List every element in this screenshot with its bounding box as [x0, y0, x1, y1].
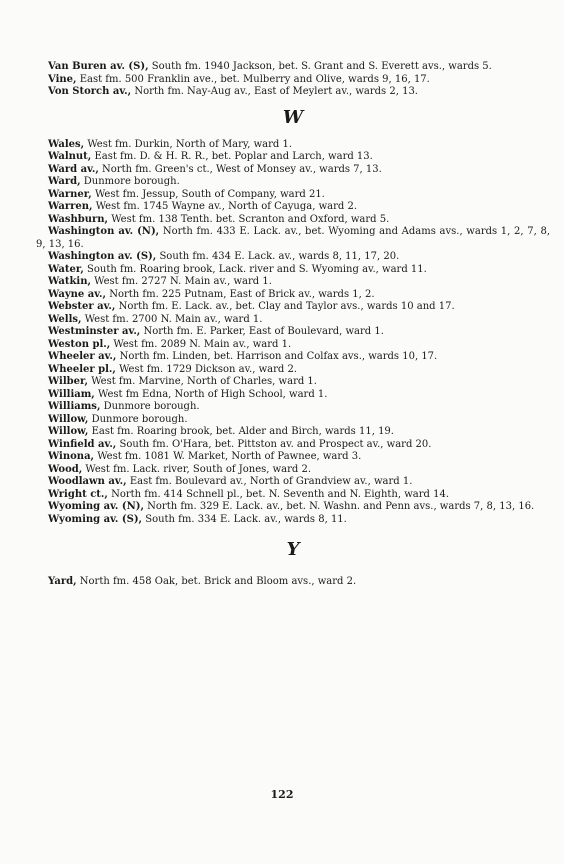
section-letter-w: W	[282, 106, 304, 128]
street-entry	[36, 151, 550, 164]
street-directory-list	[36, 61, 550, 589]
street-entry	[36, 301, 550, 314]
street-name: Ward av.,	[48, 163, 99, 175]
street-name: Wilber,	[48, 376, 89, 387]
street-entry	[36, 289, 550, 302]
street-name: Wayne av.,	[48, 288, 107, 300]
street-entry	[36, 176, 550, 189]
street-description: Dunmore borough.	[83, 176, 180, 187]
street-description: South fm. Roaring brook, Lack. river and S. Wyoming av., ward 11.	[87, 263, 427, 275]
street-entry	[36, 339, 550, 352]
street-entry	[36, 74, 550, 87]
street-entry	[36, 451, 550, 464]
street-entry	[36, 364, 550, 377]
page-number: 122	[270, 788, 294, 801]
street-description: North fm. Linden, bet. Harrison and Colfax avs., wards 10, 17.	[119, 351, 438, 362]
street-description: East fm. Roaring brook, bet. Alder and Birch, wards 11, 19.	[91, 426, 394, 437]
street-name: William,	[48, 388, 95, 400]
street-description: South fm. 1940 Jackson, bet. S. Grant and S. Everett avs., wards 5.	[151, 61, 492, 72]
street-description: North fm. Green's ct., West of Monsey av., wards 7, 13.	[102, 163, 382, 175]
street-name: Warren,	[48, 201, 93, 212]
street-name: Von Storch av.,	[48, 86, 132, 97]
street-entry	[36, 276, 550, 289]
street-description: East fm. Boulevard av., North of Grandview av., ward 1.	[129, 476, 413, 487]
street-name: Wheeler av.,	[48, 351, 117, 362]
street-description: West fm. Lack. river, South of Jones, ward 2.	[85, 463, 312, 475]
street-name: Wood,	[48, 463, 83, 475]
street-description: Dunmore borough.	[91, 413, 188, 425]
street-name: Washburn,	[48, 213, 109, 225]
street-description: North fm. 458 Oak, bet. Brick and Bloom avs., ward 2.	[79, 576, 357, 587]
street-description: West fm. 2727 N. Main av., ward 1.	[94, 276, 272, 287]
street-entry	[36, 314, 550, 327]
street-name: Warner,	[48, 188, 92, 200]
street-name: Weston pl.,	[48, 338, 111, 350]
street-name: Williams,	[48, 401, 101, 412]
street-name: Winona,	[48, 451, 95, 462]
street-description: West fm. Jessup, South of Company, ward 21.	[94, 188, 325, 200]
street-name: Willow,	[48, 413, 89, 425]
street-name: Washington av. (N),	[48, 226, 160, 237]
street-description: North fm. 225 Putnam, East of Brick av., wards 1, 2.	[109, 288, 375, 300]
street-entry	[36, 139, 550, 152]
street-name: Wyoming av. (S),	[48, 513, 143, 525]
street-name: Wyoming av. (N),	[48, 501, 144, 512]
street-description: North fm. 433 E. Lack. av., bet. Wyoming and Adams avs., wards 1, 2, 7, 8, 9, 13, 16.	[36, 226, 550, 250]
street-description: South fm. O'Hara, bet. Pittston av. and Prospect av., ward 20.	[119, 438, 432, 450]
street-description: West fm. 138 Tenth. bet. Scranton and Oxford, ward 5.	[111, 213, 390, 225]
street-entry	[36, 414, 550, 427]
street-description: Dunmore borough.	[103, 401, 200, 412]
street-name: Wright ct.,	[48, 488, 108, 500]
street-name: Watkin,	[48, 276, 91, 287]
street-description: West fm. 2700 N. Main av., ward 1.	[84, 313, 263, 325]
street-name: Wells,	[48, 313, 82, 325]
street-name: Wales,	[48, 138, 85, 150]
street-entry	[36, 251, 550, 264]
street-name: Webster av.,	[48, 301, 116, 312]
street-description: West fm Edna, North of High School, ward 1.	[97, 388, 328, 400]
street-description: West fm. Durkin, North of Mary, ward 1.	[87, 138, 293, 150]
street-entry	[36, 61, 550, 74]
street-description: South fm. 434 E. Lack. av., wards 8, 11, 17, 20.	[159, 251, 400, 262]
street-entry	[36, 376, 550, 389]
street-entry	[36, 501, 550, 514]
street-name: Winfield av.,	[48, 438, 117, 450]
street-entry	[36, 214, 550, 227]
street-description: North fm. Nay-Aug av., East of Meylert av., wards 2, 13.	[134, 86, 418, 97]
street-description: South fm. 334 E. Lack. av., wards 8, 11.	[145, 513, 347, 525]
street-name: Willow,	[48, 426, 89, 437]
street-description: West fm. Marvine, North of Charles, ward 1.	[91, 376, 317, 387]
street-entry	[36, 264, 550, 277]
street-description: North fm. 329 E. Lack. av., bet. N. Washn. and Penn avs., wards 7, 8, 13, 16.	[147, 501, 535, 512]
street-description: North fm. E. Parker, East of Boulevard, ward 1.	[143, 326, 384, 337]
street-entry	[36, 201, 550, 214]
street-description: North fm. 414 Schnell pl., bet. N. Seventh and N. Eighth, ward 14.	[111, 488, 450, 500]
street-entry	[36, 576, 550, 589]
street-name: Washington av. (S),	[48, 251, 157, 262]
street-description: North fm. E. Lack. av., bet. Clay and Taylor avs., wards 10 and 17.	[118, 301, 455, 312]
street-name: Water,	[48, 263, 84, 275]
street-description: West fm. 1081 W. Market, North of Pawnee, ward 3.	[97, 451, 362, 462]
street-name: Westminster av.,	[48, 326, 141, 337]
street-entry	[36, 439, 550, 452]
street-name: Walnut,	[48, 151, 92, 162]
street-description: East fm. D. & H. R. R., bet. Poplar and Larch, ward 13.	[94, 151, 373, 162]
street-entry	[36, 326, 550, 339]
street-description: West fm. 2089 N. Main av., ward 1.	[113, 338, 292, 350]
street-description: East fm. 500 Franklin ave., bet. Mulberry and Olive, wards 9, 16, 17.	[79, 73, 430, 85]
street-description: West fm. 1745 Wayne av., North of Cayuga, ward 2.	[95, 201, 358, 212]
street-name: Ward,	[48, 176, 81, 187]
street-entry	[36, 464, 550, 477]
street-entry	[36, 476, 550, 489]
street-entry	[36, 426, 550, 439]
street-entry	[36, 86, 550, 99]
street-entry	[36, 389, 550, 402]
street-entry	[36, 226, 550, 251]
street-description: West fm. 1729 Dickson av., ward 2.	[119, 363, 297, 375]
street-entry	[36, 351, 550, 364]
street-entry	[36, 514, 550, 527]
street-entry	[36, 401, 550, 414]
street-name: Van Buren av. (S),	[48, 61, 149, 72]
street-name: Yard,	[48, 576, 77, 587]
street-entry	[36, 164, 550, 177]
street-name: Wheeler pl.,	[48, 363, 116, 375]
street-name: Vine,	[48, 73, 77, 85]
street-name: Woodlawn av.,	[48, 476, 127, 487]
section-letter-y: Y	[286, 539, 300, 560]
street-entry	[36, 189, 550, 202]
street-entry	[36, 489, 550, 502]
